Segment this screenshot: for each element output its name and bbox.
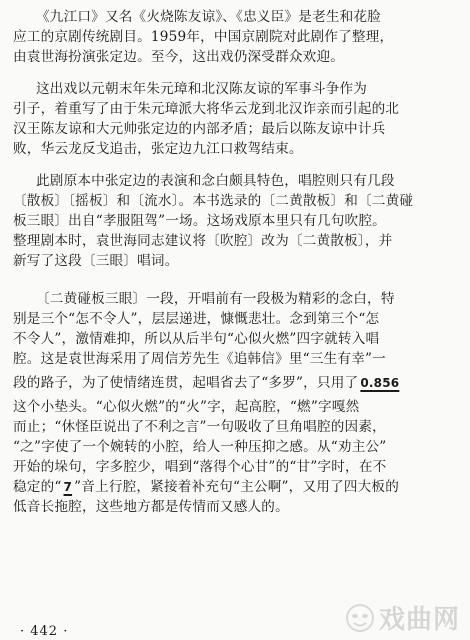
text-line: 腔。这是袁世海采用了周信芳先生《追韩信》里“三生有幸”一 [13,351,386,367]
text-line: 别是三个“怎不令人”，层层递进，慷慨悲壮。念到第三个“怎 [13,311,380,327]
text-line: 板三眼〕出自“孝服阻驾”一场。这场戏原本里只有几句吹腔。 [13,213,386,229]
text-line: 败，华云龙反戈追击，张定边九江口救驾结束。 [13,141,303,157]
text-line: 应工的京剧传统剧目。1959年，中国京剧院对此剧作了整理， [13,29,394,45]
text-line: 这出戏以元朝末年朱元璋和北汉陈友谅的军事斗争作为 [36,81,368,97]
text-line: 此剧原本中张定边的表演和念白颇具特色，唱腔则只有几段 [36,173,395,189]
text-line: 整理剧本时，袁世海同志建议将〔吹腔〕改为〔二黄散板〕，并 [13,233,393,249]
music-notation-seven: 7 [63,480,73,494]
text-segment: ”音上行腔，紧接着补充句“主公啊”，又用了四大板的 [74,479,400,495]
text-line-with-notation [13,374,401,392]
text-line: 新写了这段〔三眼〕唱词。 [13,253,179,269]
text-line-with-notation [13,478,399,496]
text-line: 〔二黄碰板三眼〕一段，开唱前有一段极为精彩的念白，特 [36,291,395,307]
text-segment: 稳定的“ [13,479,62,495]
page-number: · 442 · [20,624,69,639]
text-line: 《九江口》又名《火烧陈友谅》、《忠义臣》是老生和花脸 [36,9,382,25]
watermark-logo [345,599,460,636]
text-line: 开始的垛句，字多腔少，唱到“落得个心甘”的“甘”字时，在不 [13,459,387,475]
text-line: 不令人”，激情难抑，所以从后半句“心似火燃”四字就转入唱 [13,331,380,347]
text-line: 而止；“休怪臣说出了不利之言”一句吸收了旦角唱腔的因素， [13,419,386,435]
text-line: 低音长拖腔，这些地方都是传情而又感人的。 [13,499,289,515]
music-notation-mark: 0.856 [360,376,400,390]
text-line: 汉王陈友谅和大元帅张定边的内部矛盾；最后以陈友谅中计兵 [13,121,386,137]
watermark-text: 戏曲网 [378,605,460,635]
text-line: 〔散板〕〔摇板〕和〔流水〕。本书选录的〔二黄散板〕和〔二黄碰 [13,193,414,209]
text-line: 这个小垫头。“心似火燃”的“火”字，起高腔，“燃”字嘎然 [13,399,360,415]
mask-icon [345,603,375,633]
text-segment: 段的路子，为了使情绪连贯，起唱省去了“多罗”，只用了 [13,375,359,391]
text-line: “之”字使了一个婉转的小腔，给人一种压抑之感。从“劝主公” [13,439,387,455]
text-line: 由袁世海扮演张定边。至今，这出戏仍深受群众欢迎。 [13,49,345,65]
text-line: 引子，着重写了由于朱元璋派大将华云龙到北汉诈亲而引起的北 [13,101,400,117]
